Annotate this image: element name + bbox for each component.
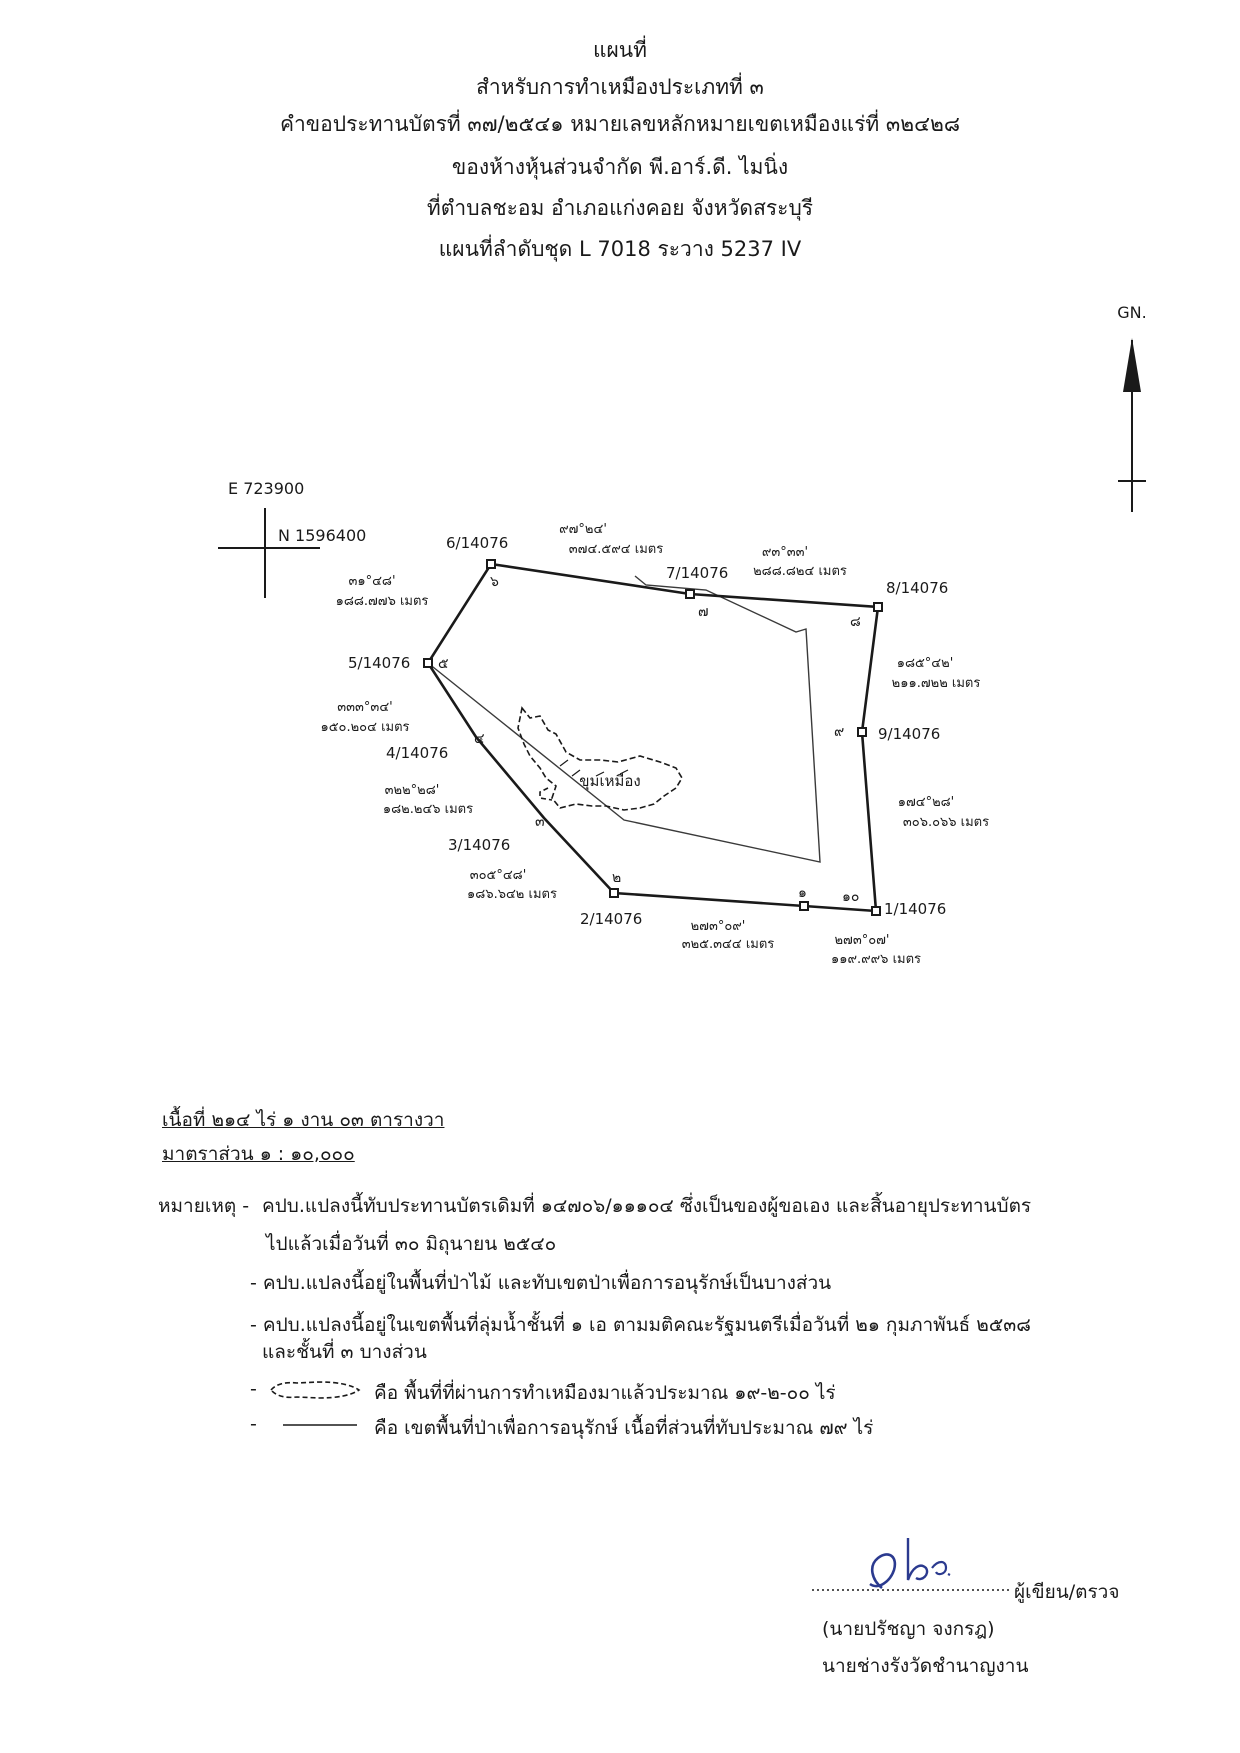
edge-2-1b-bearing: ๒๗๓°๐๙' <box>690 919 746 934</box>
northing-label: N 1596400 <box>278 526 367 545</box>
edge-2-1b-distance: ๓๒๕.๓๔๔ เมตร <box>681 937 775 952</box>
note-2-text: คปบ.แปลงนี้อยู่ในพื้นที่ป่าไม้ และทับเขตป่าเพื่อการอนุรักษ์เป็นบางส่วน <box>262 1272 832 1294</box>
area-text: เนื้อที่ ๒๑๔ ไร่ ๑ งาน ๐๓ ตารางวา <box>162 1109 445 1131</box>
edge-9-1-distance: ๓๐๖.๐๖๖ เมตร <box>902 815 990 830</box>
legend-item-conservation: - <box>250 1413 361 1436</box>
vertex-4-numeral: ๔ <box>474 731 485 747</box>
legend-mine-area-text: คือ พื้นที่ที่ผ่านการทำเหมืองมาแล้วประมาณ ๑๙-๒-๐๐ ไร่ <box>374 1382 836 1404</box>
vertex-5-marker <box>424 659 432 667</box>
vertex-1-marker <box>872 907 880 915</box>
title-application: คำขอประทานบัตรที่ ๓๗/๒๕๔๑ หมายเลขหลักหมายเขตเหมืองแร่ที่ ๓๒๔๒๘ <box>279 112 961 136</box>
mine-pit-area <box>518 708 682 810</box>
vertex-2-numeral: ๒ <box>612 870 622 886</box>
vertex-1b-numeral: ๑ <box>798 885 807 901</box>
mined-area-symbol-icon <box>267 1379 363 1401</box>
note-3-text: คปบ.แปลงนี้อยู่ในเขตพื้นที่ลุ่มน้ำชั้นที่ ๑ เอ ตามมติคณะรัฐมนตรีเมื่อวันที่ ๒๑ กุมภาพันธ์ ๒๕๓๘ <box>262 1314 1031 1336</box>
legend-item-mine-area: - <box>250 1378 363 1401</box>
signature-name: (นายปรัชญา จงกรฎ) <box>822 1618 995 1640</box>
conservation-forest-boundary <box>428 576 820 862</box>
vertex-1-numeral: ๑๐ <box>842 889 860 905</box>
signature-title: นายช่างรังวัดชำนาญงาน <box>822 1655 1029 1677</box>
signature-role: ผู้เขียน/ตรวจ <box>1014 1581 1120 1603</box>
edge-3-4-distance: ๑๘๒.๒๔๖ เมตร <box>382 802 474 817</box>
edge-8-9-distance: ๒๑๑.๗๒๒ เมตร <box>891 676 981 691</box>
map-title: แผนที่ <box>592 38 648 62</box>
vertex-2-label: 2/14076 <box>580 910 643 928</box>
edge-4-5-distance: ๑๕๐.๒๐๔ เมตร <box>320 720 410 735</box>
note-3-line-2: และชั้นที่ ๓ บางส่วน <box>262 1341 427 1363</box>
edge-1b-1-bearing: ๒๗๓°๐๗' <box>834 933 890 948</box>
grid-reference-cross <box>218 508 320 598</box>
edge-6-7-bearing: ๙๗°๒๔' <box>559 522 607 537</box>
vertex-7-numeral: ๗ <box>698 604 709 620</box>
edge-2-3-bearing: ๓๐๕°๔๘' <box>469 868 527 883</box>
vertex-9-numeral: ๙ <box>834 724 845 740</box>
note-1-line-2: ไปแล้วเมื่อวันที่ ๓๐ มิถุนายน ๒๕๔๐ <box>266 1233 557 1255</box>
edge-3-4-bearing: ๓๒๒°๒๘' <box>384 783 440 798</box>
edge-7-8-distance: ๒๘๘.๘๒๔ เมตร <box>753 564 847 579</box>
mine-pit-label: ขุมเหมือง <box>579 772 641 790</box>
vertex-8-label: 8/14076 <box>886 579 949 597</box>
vertex-9-label: 9/14076 <box>878 725 941 743</box>
vertex-9-marker <box>858 728 866 736</box>
vertex-2-marker <box>610 889 618 897</box>
vertex-6-marker <box>487 560 495 568</box>
title-subtitle: สำหรับการทำเหมืองประเภทที่ ๓ <box>476 75 764 99</box>
vertex-5-numeral: ๕ <box>438 656 449 672</box>
vertex-8-marker <box>874 603 882 611</box>
vertex-7-label: 7/14076 <box>666 564 729 582</box>
note-1-line-1: คปบ.แปลงนี้ทับประทานบัตรเดิมที่ ๑๔๗๐๖/๑๑๑๐๔ ซึ่งเป็นของผู้ขอเอง และสิ้นอายุประทานบัตร <box>262 1195 1032 1217</box>
edge-2-3-distance: ๑๘๖.๖๔๒ เมตร <box>467 887 557 902</box>
vertex-3-label: 3/14076 <box>448 836 511 854</box>
notes-heading: หมายเหตุ - <box>158 1195 250 1217</box>
edge-6-7-distance: ๓๗๔.๕๙๔ เมตร <box>568 542 664 557</box>
edge-7-8-bearing: ๙๓°๓๓' <box>761 545 809 560</box>
edge-9-1-bearing: ๑๗๔°๒๘' <box>897 795 955 810</box>
conservation-line-symbol-icon <box>281 1414 361 1436</box>
vertex-7-marker <box>686 590 694 598</box>
edge-1b-1-distance: ๑๑๙.๙๙๖ เมตร <box>830 952 922 967</box>
legend-conservation-text: คือ เขตพื้นที่ป่าเพื่อการอนุรักษ์ เนื้อที่ส่วนที่ทับประมาณ ๗๙ ไร่ <box>374 1417 874 1439</box>
concession-boundary <box>428 564 878 911</box>
note-3: - คปบ.แปลงนี้อยู่ในเขตพื้นที่ลุ่มน้ำชั้นที่ ๑ เอ ตามมติคณะรัฐมนตรีเมื่อวันที่ ๒๑ กุมภาพันธ์ ๒๕๓๘ <box>250 1314 1031 1336</box>
title-location: ที่ตำบลชะอม อำเภอแก่งคอย จังหวัดสระบุรี <box>426 196 814 220</box>
title-company: ของห้างหุ้นส่วนจำกัด พี.อาร์.ดี. ไมนิ่ง <box>451 155 789 179</box>
vertex-3-numeral: ๓ <box>535 814 545 830</box>
vertex-8-numeral: ๘ <box>850 614 861 630</box>
vertex-4-label: 4/14076 <box>386 744 449 762</box>
vertex-1-label: 1/14076 <box>884 900 947 918</box>
edge-8-9-bearing: ๑๘๕°๔๒' <box>896 656 954 671</box>
title-map-sheet: แผนที่ลำดับชุด L 7018 ระวาง 5237 IV <box>438 237 802 261</box>
easting-label: E 723900 <box>228 479 305 498</box>
vertex-6-label: 6/14076 <box>446 534 509 552</box>
vertex-5-label: 5/14076 <box>348 654 411 672</box>
edge-5-6-distance: ๑๘๘.๗๗๖ เมตร <box>335 594 429 609</box>
north-arrow-label: GN. <box>1117 303 1147 322</box>
vertex-6-numeral: ๖ <box>490 574 499 590</box>
edge-5-6-bearing: ๓๑°๔๘' <box>348 574 396 589</box>
note-2: - คปบ.แปลงนี้อยู่ในพื้นที่ป่าไม้ และทับเขตป่าเพื่อการอนุรักษ์เป็นบางส่วน <box>250 1272 832 1294</box>
scale-text: มาตราส่วน ๑ : ๑๐,๐๐๐ <box>162 1143 355 1165</box>
vertex-1b-marker <box>800 902 808 910</box>
north-arrow-icon <box>1118 338 1146 512</box>
edge-4-5-bearing: ๓๓๓°๓๔' <box>337 700 393 715</box>
